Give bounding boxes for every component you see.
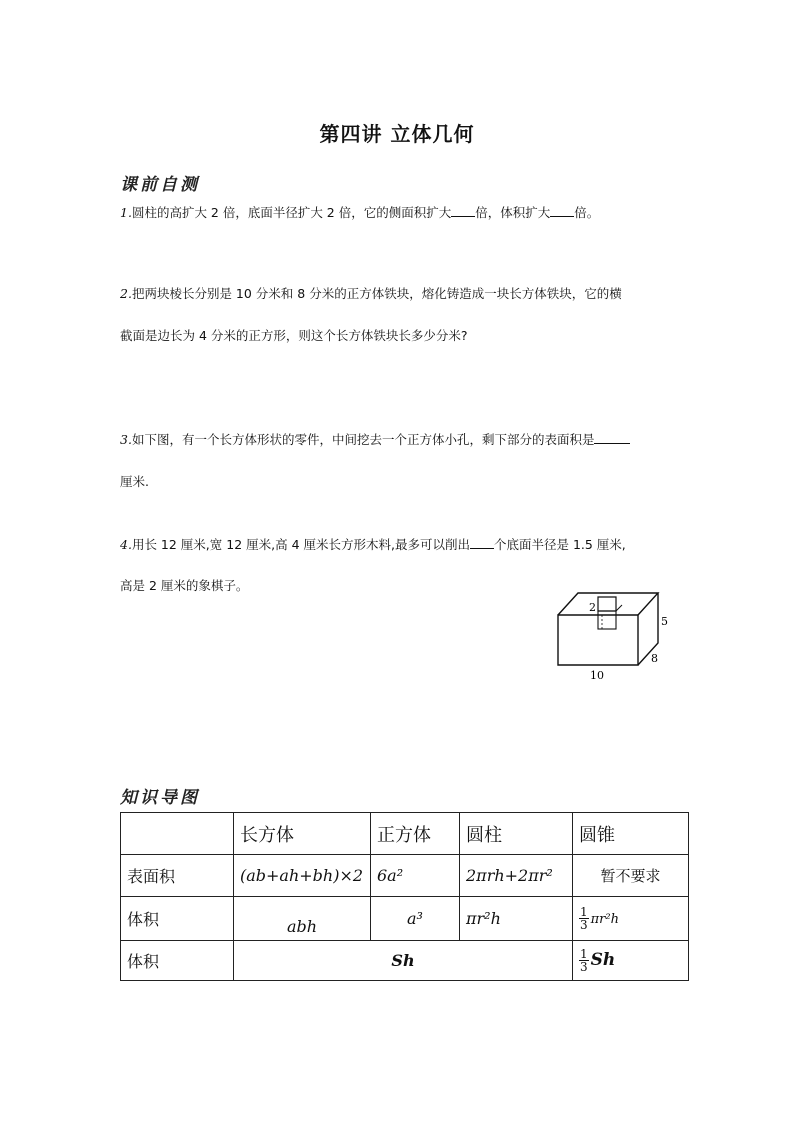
formula-table: [120, 812, 689, 981]
hole-opening: [598, 597, 616, 611]
question-text: 倍，体积扩大: [475, 205, 551, 220]
question-2-line-2: 截面是边长为 4 分米的正方形，则这个长方体铁块长多少分米?: [120, 328, 468, 343]
pyramid-volume-formula: $\frac{1}{3}$ Sh: [573, 941, 689, 981]
question-2: [120, 284, 622, 304]
label-length: 10: [590, 669, 604, 682]
question-3: [120, 430, 630, 450]
question-number: 2.: [120, 286, 132, 301]
cylinder-surface-formula: 2πrh+2πr²: [460, 855, 573, 897]
label-height: 5: [661, 615, 668, 628]
table-row-surface-area: [121, 855, 689, 897]
answer-blank[interactable]: [594, 430, 630, 444]
fraction: $\frac{1}{3}$: [580, 947, 588, 974]
row-label: 表面积: [121, 855, 234, 897]
section-heading-knowledge-map: 知识导图: [120, 788, 200, 808]
cone-surface-note: 暂不要求: [573, 855, 689, 897]
section-heading-pre-test: 课前自测: [120, 175, 200, 195]
header-cell: 圆柱: [460, 813, 573, 855]
page-title: 第四讲 立体几何: [319, 122, 475, 146]
cube-volume-formula: a³: [371, 897, 460, 941]
answer-blank[interactable]: [550, 203, 574, 217]
header-cell: 正方体: [371, 813, 460, 855]
header-cell: 圆锥: [573, 813, 689, 855]
cuboid-figure: [540, 585, 680, 690]
question-4-line-2: 高是 2 厘米的象棋子。: [120, 578, 249, 593]
header-cell: 长方体: [234, 813, 371, 855]
question-text: 倍。: [574, 205, 600, 220]
table-row-volume: [121, 897, 689, 941]
question-text: 个底面半径是 1.5 厘米,: [493, 537, 626, 552]
answer-blank[interactable]: [451, 203, 475, 217]
hole-front: [598, 611, 616, 629]
question-1: [120, 203, 599, 223]
cone-volume-formula: $\frac{1}{3}$ πr²h: [573, 897, 689, 941]
question-text: 圆柱的高扩大 2 倍，底面半径扩大 2 倍，它的侧面积扩大: [131, 205, 452, 220]
question-4: [120, 535, 626, 555]
prism-volume-formula: Sh: [234, 941, 573, 981]
table-row-volume-general: [121, 941, 689, 981]
cuboid-volume-formula: abh: [234, 897, 371, 941]
question-number: 1.: [120, 205, 132, 220]
question-text: 把两块棱长分别是 10 分米和 8 分米的正方体铁块，熔化铸造成一块长方体铁块，它的横: [131, 286, 622, 301]
label-depth: 8: [651, 652, 658, 665]
cube-surface-formula: 6a²: [371, 855, 460, 897]
label-hole-size: 2: [589, 601, 596, 614]
header-cell: [121, 813, 234, 855]
cylinder-volume-formula: πr²h: [460, 897, 573, 941]
question-text: 如下图，有一个长方体形状的零件，中间挖去一个正方体小孔，剩下部分的表面积是: [131, 432, 595, 447]
question-3-line-2: 厘米.: [120, 474, 149, 489]
row-label: 体积: [121, 897, 234, 941]
hole-edge: [616, 605, 622, 611]
answer-blank[interactable]: [470, 535, 494, 549]
cuboid-surface-formula: (ab+ah+bh)×2: [234, 855, 371, 897]
row-label: 体积: [121, 941, 234, 981]
question-number: 3.: [120, 432, 132, 447]
table-header-row: [121, 813, 689, 855]
question-number: 4.: [120, 537, 132, 552]
fraction: $\frac{1}{3}$: [580, 905, 588, 932]
cuboid-top-face: [558, 593, 658, 615]
question-text: 用长 12 厘米,宽 12 厘米,高 4 厘米长方形木料,最多可以削出: [131, 537, 470, 552]
